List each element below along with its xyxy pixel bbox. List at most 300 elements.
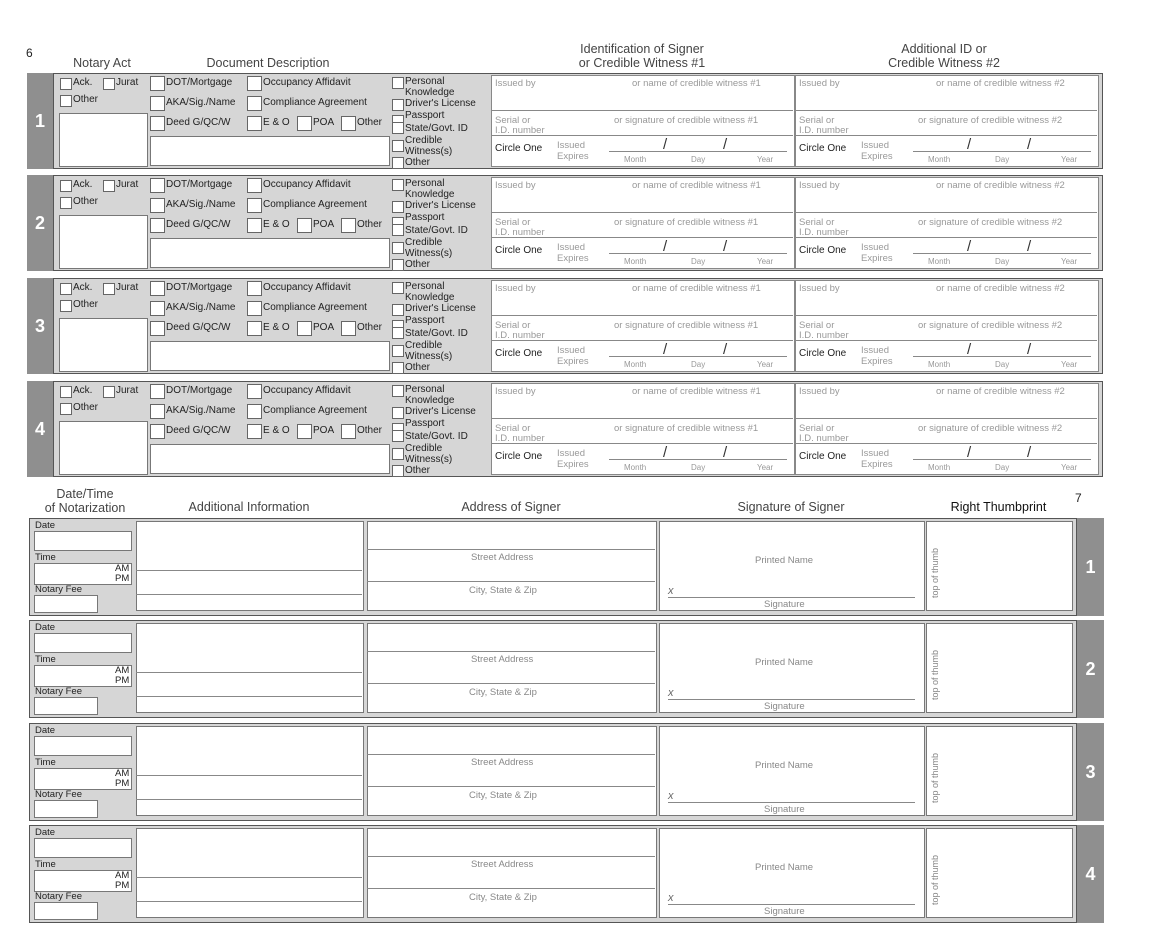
compliance-label: Compliance Agreement	[263, 302, 367, 313]
id1-name-witness-hint: or name of credible witness #1	[632, 386, 761, 397]
id2-line-2	[795, 237, 1097, 238]
eo-checkbox[interactable]	[247, 116, 262, 131]
other-act-checkbox[interactable]	[60, 95, 72, 107]
address-line-1	[367, 856, 655, 857]
credible-witness-checkbox[interactable]	[392, 345, 404, 357]
notary-fee-field[interactable]	[34, 697, 98, 715]
dot-mortgage-label: DOT/Mortgage	[166, 77, 233, 88]
id1-day-label: Day	[691, 463, 706, 472]
id1-issued-option[interactable]: Issued	[557, 242, 585, 253]
header-document-description: Document Description	[206, 56, 330, 70]
jurat-checkbox[interactable]	[103, 283, 115, 295]
city-state-zip-label: City, State & Zip	[469, 892, 537, 903]
eo-checkbox[interactable]	[247, 218, 262, 233]
address-box[interactable]	[367, 623, 657, 713]
poa-checkbox[interactable]	[297, 321, 312, 336]
header-additional-id: Additional ID or Credible Witness #2	[888, 42, 1000, 70]
credible-label: Credible	[405, 443, 443, 454]
address-box[interactable]	[367, 521, 657, 611]
id1-sig-witness-hint: or signature of credible witness #1	[614, 115, 759, 126]
id1-line-2	[491, 340, 793, 341]
id2-circle-one-label: Circle One	[799, 245, 847, 256]
deed-label: Deed G/QC/W	[166, 219, 231, 230]
other-id-label: Other	[405, 259, 431, 270]
id2-day-label: Day	[995, 463, 1010, 472]
state-id-checkbox[interactable]	[392, 327, 404, 339]
compliance-checkbox[interactable]	[247, 96, 262, 111]
id1-slash-1: /	[663, 136, 668, 153]
id1-line-2	[491, 237, 793, 238]
address-line-1	[367, 549, 655, 550]
city-state-zip-label: City, State & Zip	[469, 687, 537, 698]
printed-name-label: Printed Name	[755, 760, 814, 771]
thumbprint-box[interactable]	[926, 623, 1073, 713]
additional-information-field[interactable]	[136, 521, 364, 611]
aka-label: AKA/Sig./Name	[166, 405, 236, 416]
document-description-field[interactable]	[150, 136, 390, 166]
id2-id-number-field[interactable]: I.D. number	[799, 433, 849, 444]
header-additional-information: Additional Information	[188, 500, 310, 514]
notary-act-other-field[interactable]	[59, 215, 148, 269]
id1-id-number-field[interactable]: I.D. number	[495, 227, 545, 238]
id2-issued-by-field[interactable]: Issued by	[799, 386, 840, 397]
header-identification: Identification of Signer or Credible Witness #1	[578, 42, 706, 70]
other-doc-label: Other	[357, 425, 383, 436]
poa-label: POA	[313, 117, 335, 128]
top-of-thumb-label: top of thumb	[930, 854, 940, 905]
eo-checkbox[interactable]	[247, 321, 262, 336]
witnesses-label: Witness(s)	[405, 351, 453, 362]
deed-checkbox[interactable]	[150, 424, 165, 439]
id2-id-number-field[interactable]: I.D. number	[799, 227, 849, 238]
eo-label: E & O	[263, 322, 290, 333]
passport-label: Passport	[405, 212, 445, 223]
deed-label: Deed G/QC/W	[166, 322, 231, 333]
id2-slash-2: /	[1027, 444, 1032, 461]
id1-issued-option[interactable]: Issued	[557, 448, 585, 459]
notary-fee-label: Notary Fee	[35, 584, 82, 595]
id1-issued-option[interactable]: Issued	[557, 345, 585, 356]
time-label: Time	[35, 552, 56, 563]
passport-label: Passport	[405, 110, 445, 121]
deed-label: Deed G/QC/W	[166, 425, 231, 436]
poa-checkbox[interactable]	[297, 116, 312, 131]
other-id-checkbox[interactable]	[392, 157, 404, 169]
other-doc-checkbox[interactable]	[341, 424, 356, 439]
state-id-checkbox[interactable]	[392, 430, 404, 442]
address-box[interactable]	[367, 726, 657, 816]
credible-label: Credible	[405, 340, 443, 351]
id1-sig-witness-hint: or signature of credible witness #1	[614, 423, 759, 434]
witnesses-label: Witness(s)	[405, 454, 453, 465]
id1-sig-witness-hint: or signature of credible witness #1	[614, 217, 759, 228]
street-address-label: Street Address	[471, 654, 534, 665]
id1-circle-one-label: Circle One	[495, 143, 543, 154]
id1-month-label: Month	[624, 155, 647, 164]
knowledge-label: Knowledge	[405, 189, 455, 200]
id2-year-label: Year	[1061, 155, 1078, 164]
state-id-checkbox[interactable]	[392, 122, 404, 134]
id2-serial-label: Serial or	[799, 217, 835, 228]
row-number-tab: 3	[27, 278, 53, 374]
knowledge-label: Knowledge	[405, 292, 455, 303]
row-number-tab: 1	[1077, 518, 1104, 616]
credible-label: Credible	[405, 135, 443, 146]
id1-expires-option[interactable]: Expires	[557, 253, 589, 264]
id2-expires-option[interactable]: Expires	[861, 151, 893, 162]
id1-circle-one-label: Circle One	[495, 245, 543, 256]
other-id-checkbox[interactable]	[392, 465, 404, 477]
thumbprint-box[interactable]	[926, 521, 1073, 611]
drivers-license-checkbox[interactable]	[392, 304, 404, 316]
notary-fee-field[interactable]	[34, 902, 98, 920]
time-label: Time	[35, 757, 56, 768]
passport-label: Passport	[405, 315, 445, 326]
personal-knowledge-checkbox[interactable]	[392, 179, 404, 191]
jurat-label: Jurat	[116, 179, 139, 190]
personal-label: Personal	[405, 178, 445, 189]
drivers-license-checkbox[interactable]	[392, 99, 404, 111]
other-act-checkbox[interactable]	[60, 197, 72, 209]
id1-issued-option[interactable]: Issued	[557, 140, 585, 151]
id1-slash-1: /	[663, 341, 668, 358]
other-act-checkbox[interactable]	[60, 300, 72, 312]
id1-issued-by-field[interactable]: Issued by	[495, 78, 536, 89]
id2-slash-2: /	[1027, 238, 1032, 255]
top-of-thumb-label: top of thumb	[930, 649, 940, 700]
occupancy-checkbox[interactable]	[247, 281, 262, 296]
state-id-label: State/Govt. ID	[405, 431, 468, 442]
other-doc-checkbox[interactable]	[341, 116, 356, 131]
other-id-label: Other	[405, 157, 431, 168]
id1-expires-option[interactable]: Expires	[557, 459, 589, 470]
poa-label: POA	[313, 219, 335, 230]
address-box[interactable]	[367, 828, 657, 918]
id1-line-2	[491, 443, 793, 444]
am-label: AM	[115, 870, 130, 881]
notary-act-other-field[interactable]	[59, 318, 148, 372]
date-label: Date	[35, 622, 56, 633]
deed-checkbox[interactable]	[150, 116, 165, 131]
additional-information-field[interactable]	[136, 623, 364, 713]
state-id-label: State/Govt. ID	[405, 225, 468, 236]
row-number-tab: 2	[27, 175, 53, 271]
occupancy-checkbox[interactable]	[247, 178, 262, 193]
eo-label: E & O	[263, 117, 290, 128]
id1-expires-option[interactable]: Expires	[557, 356, 589, 367]
id1-issued-by-field[interactable]: Issued by	[495, 180, 536, 191]
document-description-field[interactable]	[150, 444, 390, 474]
deed-checkbox[interactable]	[150, 218, 165, 233]
deed-checkbox[interactable]	[150, 321, 165, 336]
other-doc-label: Other	[357, 322, 383, 333]
id1-slash-2: /	[723, 136, 728, 153]
id2-sig-witness-hint: or signature of credible witness #2	[918, 423, 1063, 434]
id1-year-label: Year	[757, 155, 774, 164]
signature-line	[668, 699, 915, 700]
id2-sig-witness-hint: or signature of credible witness #2	[918, 115, 1063, 126]
other-act-label: Other	[73, 299, 99, 310]
id2-issued-option[interactable]: Issued	[861, 242, 889, 253]
thumbprint-box[interactable]	[926, 828, 1073, 918]
id1-circle-one-label: Circle One	[495, 451, 543, 462]
top-of-thumb-label: top of thumb	[930, 547, 940, 598]
personal-knowledge-checkbox[interactable]	[392, 385, 404, 397]
date-field[interactable]	[34, 633, 132, 653]
date-label: Date	[35, 520, 56, 531]
other-doc-checkbox[interactable]	[341, 321, 356, 336]
id2-slash-2: /	[1027, 136, 1032, 153]
id2-slash-1: /	[967, 238, 972, 255]
occupancy-label: Occupancy Affidavit	[263, 385, 351, 396]
additional-information-field[interactable]	[136, 726, 364, 816]
dot-mortgage-label: DOT/Mortgage	[166, 282, 233, 293]
id2-month-label: Month	[928, 463, 951, 472]
signature-line	[668, 802, 915, 803]
id2-expires-option[interactable]: Expires	[861, 356, 893, 367]
additional-line-2	[136, 799, 362, 800]
jurat-checkbox[interactable]	[103, 180, 115, 192]
aka-label: AKA/Sig./Name	[166, 199, 236, 210]
id1-issued-by-field[interactable]: Issued by	[495, 283, 536, 294]
id1-year-label: Year	[757, 360, 774, 369]
id1-name-witness-hint: or name of credible witness #1	[632, 78, 761, 89]
header-notary-act: Notary Act	[73, 56, 131, 70]
other-id-checkbox[interactable]	[392, 362, 404, 374]
compliance-label: Compliance Agreement	[263, 199, 367, 210]
id2-issued-by-field[interactable]: Issued by	[799, 78, 840, 89]
ack-checkbox[interactable]	[60, 78, 72, 90]
aka-checkbox[interactable]	[150, 96, 165, 111]
compliance-checkbox[interactable]	[247, 301, 262, 316]
page-number-left: 6	[26, 46, 33, 60]
id2-expires-option[interactable]: Expires	[861, 253, 893, 264]
dot-mortgage-checkbox[interactable]	[150, 76, 165, 91]
id1-date-line	[609, 356, 787, 357]
id1-serial-label: Serial or	[495, 115, 531, 126]
document-description-field[interactable]	[150, 238, 390, 268]
aka-checkbox[interactable]	[150, 198, 165, 213]
aka-checkbox[interactable]	[150, 404, 165, 419]
credible-label: Credible	[405, 237, 443, 248]
id2-issued-by-field[interactable]: Issued by	[799, 180, 840, 191]
id2-issued-option[interactable]: Issued	[861, 448, 889, 459]
aka-label: AKA/Sig./Name	[166, 302, 236, 313]
header-signature-of-signer: Signature of Signer	[737, 500, 845, 514]
aka-label: AKA/Sig./Name	[166, 97, 236, 108]
jurat-label: Jurat	[116, 77, 139, 88]
state-id-checkbox[interactable]	[392, 224, 404, 236]
id2-serial-label: Serial or	[799, 320, 835, 331]
drivers-license-checkbox[interactable]	[392, 407, 404, 419]
id1-id-number-field[interactable]: I.D. number	[495, 433, 545, 444]
id1-line-2	[491, 135, 793, 136]
thumbprint-box[interactable]	[926, 726, 1073, 816]
compliance-checkbox[interactable]	[247, 198, 262, 213]
id1-name-witness-hint: or name of credible witness #1	[632, 283, 761, 294]
city-state-zip-label: City, State & Zip	[469, 790, 537, 801]
id1-serial-label: Serial or	[495, 320, 531, 331]
signature-label: Signature	[764, 599, 805, 610]
jurat-label: Jurat	[116, 385, 139, 396]
date-field[interactable]	[34, 736, 132, 756]
id1-slash-1: /	[663, 444, 668, 461]
id2-serial-label: Serial or	[799, 115, 835, 126]
date-label: Date	[35, 827, 56, 838]
id2-issued-by-field[interactable]: Issued by	[799, 283, 840, 294]
id2-slash-1: /	[967, 444, 972, 461]
dot-mortgage-checkbox[interactable]	[150, 281, 165, 296]
id1-issued-by-field[interactable]: Issued by	[495, 386, 536, 397]
row-number-tab: 4	[27, 381, 53, 477]
notary-act-other-field[interactable]	[59, 113, 148, 167]
id2-date-line	[913, 151, 1091, 152]
id2-id-number-field[interactable]: I.D. number	[799, 125, 849, 136]
date-field[interactable]	[34, 838, 132, 858]
id2-month-label: Month	[928, 155, 951, 164]
id1-line-1	[491, 418, 793, 419]
personal-knowledge-checkbox[interactable]	[392, 282, 404, 294]
id2-circle-one-label: Circle One	[799, 451, 847, 462]
printed-name-label: Printed Name	[755, 657, 814, 668]
id2-day-label: Day	[995, 155, 1010, 164]
id1-date-line	[609, 151, 787, 152]
id1-date-line	[609, 459, 787, 460]
poa-checkbox[interactable]	[297, 424, 312, 439]
other-id-label: Other	[405, 465, 431, 476]
drivers-license-label: Driver's License	[405, 303, 476, 314]
pm-label: PM	[115, 880, 130, 891]
dot-mortgage-checkbox[interactable]	[150, 178, 165, 193]
dot-mortgage-label: DOT/Mortgage	[166, 179, 233, 190]
id1-slash-2: /	[723, 444, 728, 461]
drivers-license-checkbox[interactable]	[392, 201, 404, 213]
id1-day-label: Day	[691, 257, 706, 266]
document-description-field[interactable]	[150, 341, 390, 371]
id1-month-label: Month	[624, 257, 647, 266]
occupancy-label: Occupancy Affidavit	[263, 179, 351, 190]
id2-month-label: Month	[928, 257, 951, 266]
ack-checkbox[interactable]	[60, 180, 72, 192]
jurat-label: Jurat	[116, 282, 139, 293]
deed-label: Deed G/QC/W	[166, 117, 231, 128]
credible-witness-checkbox[interactable]	[392, 242, 404, 254]
other-doc-label: Other	[357, 117, 383, 128]
row-number-tab: 4	[1077, 825, 1104, 923]
credible-witness-checkbox[interactable]	[392, 140, 404, 152]
eo-checkbox[interactable]	[247, 424, 262, 439]
ack-checkbox[interactable]	[60, 283, 72, 295]
state-id-label: State/Govt. ID	[405, 328, 468, 339]
address-line-2	[367, 683, 655, 684]
row-number-tab: 3	[1077, 723, 1104, 821]
id2-year-label: Year	[1061, 360, 1078, 369]
id1-id-number-field[interactable]: I.D. number	[495, 330, 545, 341]
id2-id-number-field[interactable]: I.D. number	[799, 330, 849, 341]
address-line-2	[367, 581, 655, 582]
signature-label: Signature	[764, 701, 805, 712]
occupancy-label: Occupancy Affidavit	[263, 77, 351, 88]
additional-line-2	[136, 901, 362, 902]
date-field[interactable]	[34, 531, 132, 551]
other-act-checkbox[interactable]	[60, 403, 72, 415]
notary-fee-field[interactable]	[34, 800, 98, 818]
printed-name-label: Printed Name	[755, 862, 814, 873]
drivers-license-label: Driver's License	[405, 98, 476, 109]
aka-checkbox[interactable]	[150, 301, 165, 316]
jurat-checkbox[interactable]	[103, 78, 115, 90]
id1-slash-2: /	[723, 238, 728, 255]
ack-label: Ack.	[73, 179, 93, 190]
credible-witness-checkbox[interactable]	[392, 448, 404, 460]
street-address-label: Street Address	[471, 859, 534, 870]
address-line-1	[367, 754, 655, 755]
additional-line-1	[136, 672, 362, 673]
id2-expires-option[interactable]: Expires	[861, 459, 893, 470]
personal-label: Personal	[405, 76, 445, 87]
id1-expires-option[interactable]: Expires	[557, 151, 589, 162]
signature-x-mark: x	[668, 687, 674, 699]
id2-issued-option[interactable]: Issued	[861, 345, 889, 356]
ack-checkbox[interactable]	[60, 386, 72, 398]
other-act-label: Other	[73, 402, 99, 413]
id2-name-witness-hint: or name of credible witness #2	[936, 283, 1065, 294]
personal-knowledge-checkbox[interactable]	[392, 77, 404, 89]
eo-label: E & O	[263, 425, 290, 436]
id2-issued-option[interactable]: Issued	[861, 140, 889, 151]
other-doc-checkbox[interactable]	[341, 218, 356, 233]
state-id-label: State/Govt. ID	[405, 123, 468, 134]
id2-circle-one-label: Circle One	[799, 348, 847, 359]
id2-name-witness-hint: or name of credible witness #2	[936, 386, 1065, 397]
id2-year-label: Year	[1061, 257, 1078, 266]
notary-fee-label: Notary Fee	[35, 891, 82, 902]
address-line-1	[367, 651, 655, 652]
occupancy-checkbox[interactable]	[247, 76, 262, 91]
header-right-thumbprint: Right Thumbprint	[950, 500, 1047, 514]
poa-label: POA	[313, 425, 335, 436]
witnesses-label: Witness(s)	[405, 248, 453, 259]
printed-name-label: Printed Name	[755, 555, 814, 566]
time-label: Time	[35, 859, 56, 870]
poa-checkbox[interactable]	[297, 218, 312, 233]
ack-label: Ack.	[73, 282, 93, 293]
id2-line-1	[795, 212, 1097, 213]
street-address-label: Street Address	[471, 757, 534, 768]
id2-line-2	[795, 340, 1097, 341]
jurat-checkbox[interactable]	[103, 386, 115, 398]
occupancy-checkbox[interactable]	[247, 384, 262, 399]
id2-slash-1: /	[967, 136, 972, 153]
other-id-checkbox[interactable]	[392, 259, 404, 271]
notary-fee-field[interactable]	[34, 595, 98, 613]
occupancy-label: Occupancy Affidavit	[263, 282, 351, 293]
compliance-checkbox[interactable]	[247, 404, 262, 419]
pm-label: PM	[115, 675, 130, 686]
id1-id-number-field[interactable]: I.D. number	[495, 125, 545, 136]
signature-x-mark: x	[668, 790, 674, 802]
id1-line-1	[491, 212, 793, 213]
additional-information-field[interactable]	[136, 828, 364, 918]
id2-slash-1: /	[967, 341, 972, 358]
notary-fee-label: Notary Fee	[35, 789, 82, 800]
notary-act-other-field[interactable]	[59, 421, 148, 475]
street-address-label: Street Address	[471, 552, 534, 563]
id2-sig-witness-hint: or signature of credible witness #2	[918, 320, 1063, 331]
notary-fee-label: Notary Fee	[35, 686, 82, 697]
id1-name-witness-hint: or name of credible witness #1	[632, 180, 761, 191]
dot-mortgage-checkbox[interactable]	[150, 384, 165, 399]
